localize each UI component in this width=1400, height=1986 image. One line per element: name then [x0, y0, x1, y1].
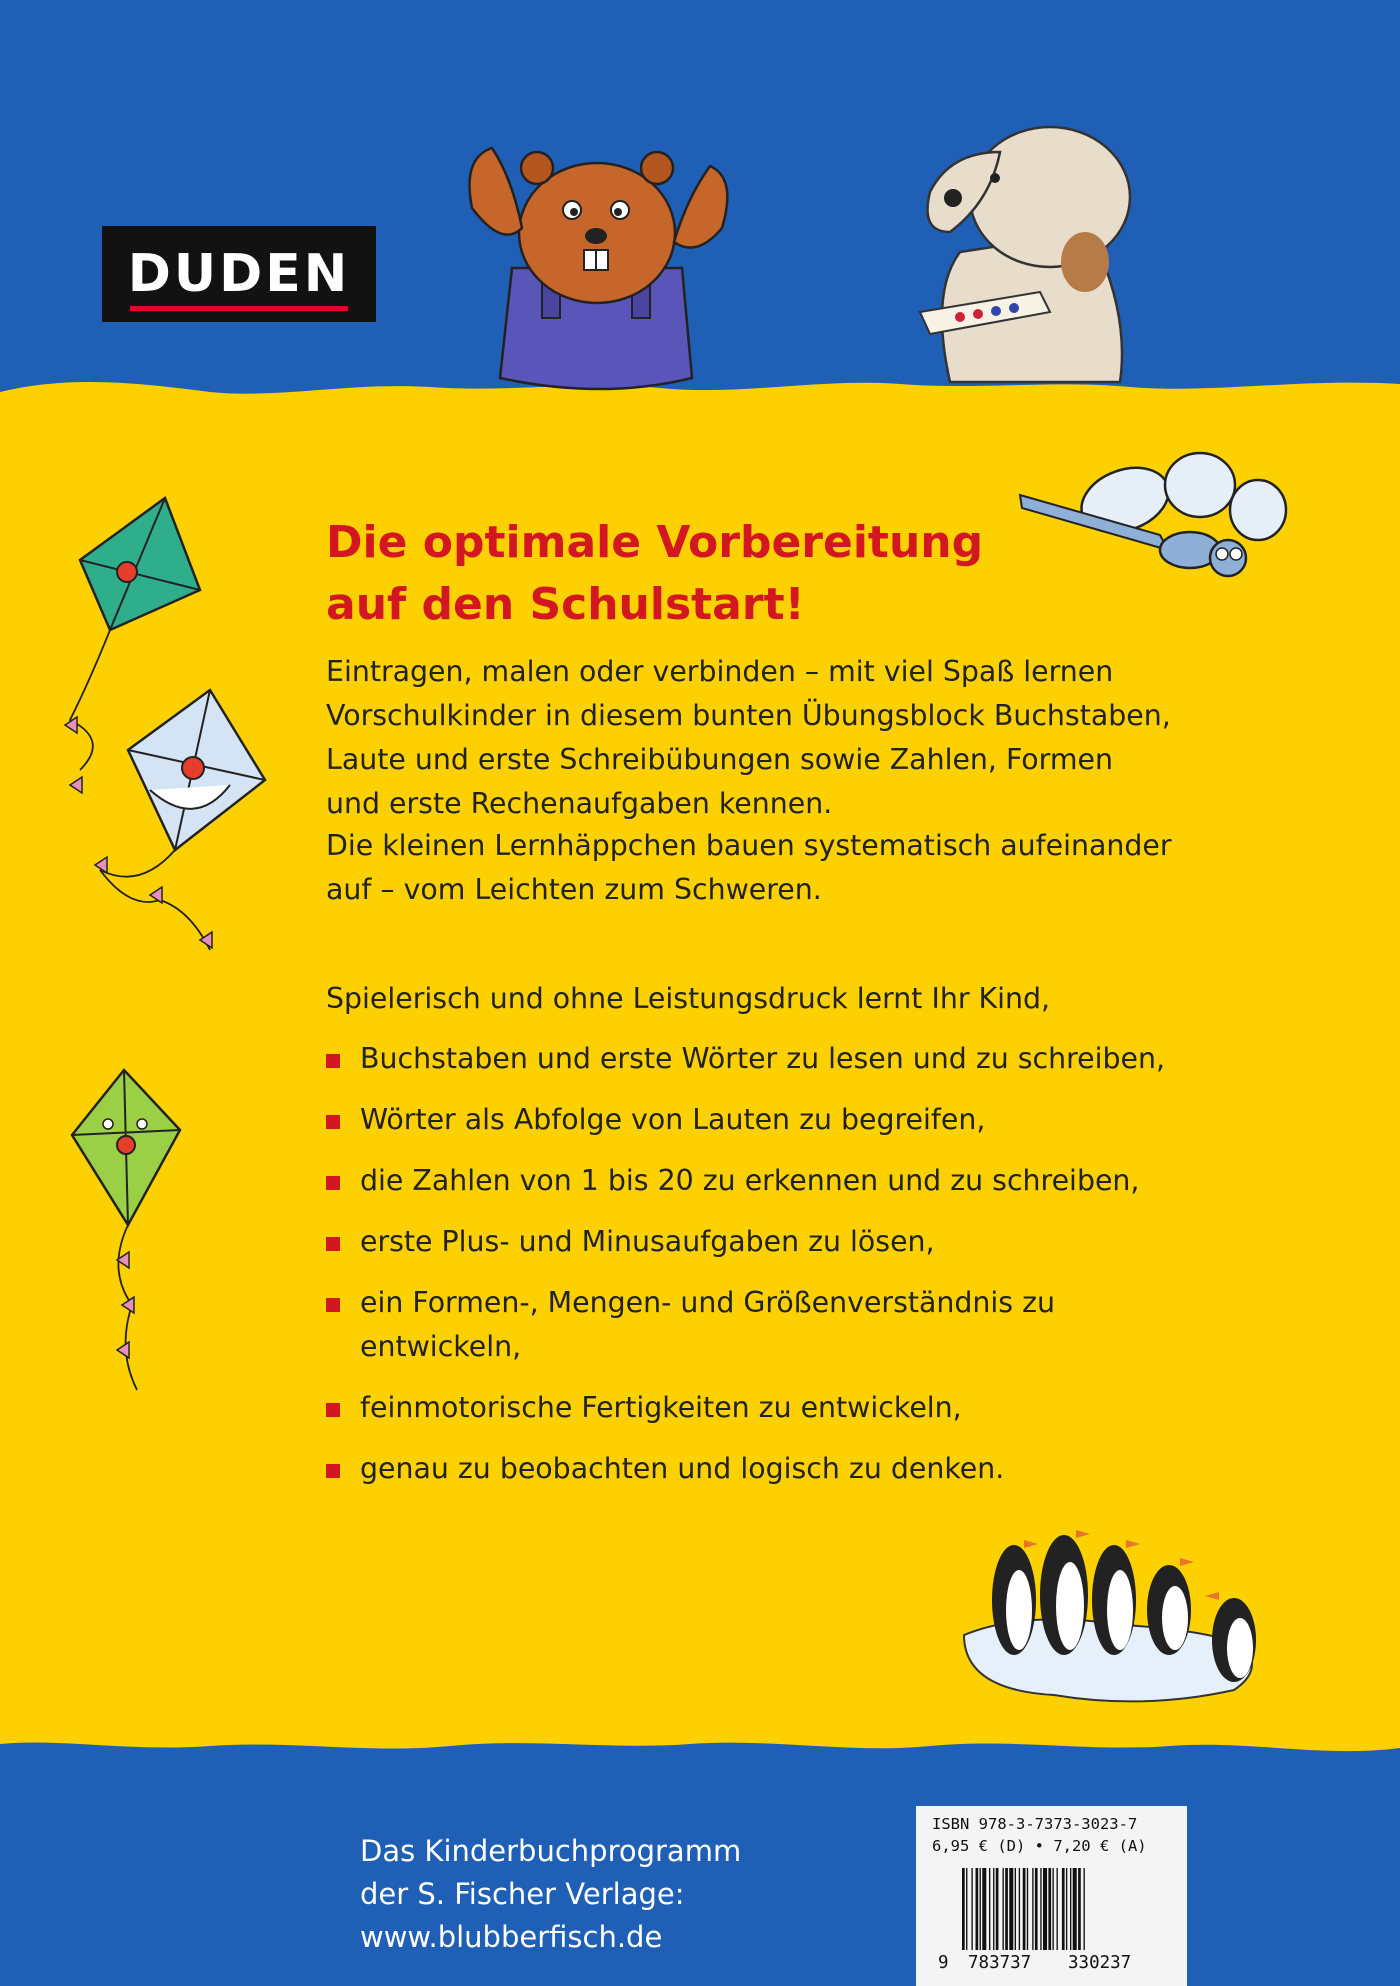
barcode-digit: 9	[938, 1953, 949, 1973]
barcode-bar	[1073, 1868, 1077, 1950]
bullet-square-icon	[326, 1403, 340, 1417]
text-line: auf – vom Leichten zum Schweren.	[326, 873, 822, 906]
barcode-bar	[1027, 1868, 1028, 1950]
barcode-bar	[1035, 1868, 1038, 1950]
text-line: Eintragen, malen oder verbinden – mit viel Spaß lernen	[326, 655, 1114, 688]
bullet-square-icon	[326, 1298, 340, 1312]
penguins-illustration	[944, 1500, 1284, 1730]
barcode-bar	[1015, 1868, 1016, 1950]
text-line: Spielerisch und ohne Leistungsdruck lernt Ihr Kind,	[326, 982, 1051, 1015]
barcode-bar	[1003, 1868, 1004, 1950]
barcode-bar	[966, 1868, 967, 1950]
text-line: Die kleinen Lernhäppchen bauen systematisch aufeinander	[326, 829, 1172, 862]
barcode-bar	[980, 1868, 981, 1950]
barcode-bar	[982, 1868, 986, 1950]
list-lead	[326, 977, 1050, 1021]
list-item: erste Plus- und Minusaufgaben zu lösen,	[326, 1220, 1165, 1264]
logo-text: DUDEN	[127, 244, 351, 304]
barcode-bar	[1078, 1868, 1081, 1950]
barcode-bar	[1032, 1868, 1033, 1950]
barcode-bar	[1084, 1868, 1085, 1950]
learning-goals-list	[326, 1037, 1165, 1508]
bullet-square-icon	[326, 1115, 340, 1129]
list-item: ein Formen-, Mengen- und Größenverständnis zu entwickeln,	[326, 1281, 1165, 1369]
bullet-square-icon	[326, 1176, 340, 1190]
dragonfly-illustration	[1010, 440, 1320, 610]
publisher-line: Das Kinderbuchprogramm	[360, 1834, 742, 1868]
barcode	[960, 1868, 1160, 1950]
dog-illustration	[890, 112, 1140, 394]
isbn-barcode-box	[916, 1806, 1187, 1986]
price-line: 6,95 € (D) • 7,20 € (A)	[932, 1837, 1147, 1855]
barcode-bar	[971, 1868, 972, 1950]
isbn-number: ISBN 978-3-7373-3023-7	[932, 1815, 1138, 1833]
barcode-bar	[1040, 1868, 1041, 1950]
barcode-digits: 330237	[1068, 1953, 1132, 1973]
barcode-bar	[1023, 1868, 1026, 1950]
barcode-bar	[1062, 1868, 1065, 1950]
barcode-bar	[1048, 1868, 1051, 1950]
barcode-bar	[1005, 1868, 1008, 1950]
publisher-info	[360, 1830, 741, 1959]
headline	[326, 512, 983, 636]
barcode-bar	[989, 1868, 990, 1950]
barcode-bar	[996, 1868, 999, 1950]
bullet-square-icon	[326, 1464, 340, 1478]
bullet-square-icon	[326, 1054, 340, 1068]
list-item: die Zahlen von 1 bis 20 zu erkennen und zu schreiben,	[326, 1159, 1165, 1203]
headline-line: auf den Schulstart!	[326, 579, 805, 630]
barcode-bar	[1057, 1868, 1058, 1950]
duden-logo	[102, 226, 376, 322]
logo-underline	[130, 306, 349, 311]
publisher-line: der S. Fischer Verlage:	[360, 1877, 685, 1911]
barcode-bar	[976, 1868, 979, 1950]
barcode-bar	[1019, 1868, 1020, 1950]
list-item: genau zu beobachten und logisch zu denken.	[326, 1447, 1165, 1491]
barcode-digits: 783737	[968, 1953, 1032, 1973]
barcode-bar	[1052, 1868, 1053, 1950]
barcode-bar	[993, 1868, 994, 1950]
list-item: Buchstaben und erste Wörter zu lesen und zu schreiben,	[326, 1037, 1165, 1081]
barcode-bar	[1066, 1868, 1067, 1950]
intro-paragraph	[326, 650, 1171, 826]
intro-paragraph	[326, 824, 1172, 912]
text-line: Laute und erste Schreibübungen sowie Zahlen, Formen	[326, 743, 1113, 776]
kite-illustration	[40, 490, 310, 960]
text-line: Vorschulkinder in diesem bunten Übungsblock Buchstaben,	[326, 699, 1171, 732]
bullet-square-icon	[326, 1237, 340, 1251]
beaver-illustration	[452, 138, 742, 400]
barcode-bar	[962, 1868, 965, 1950]
list-item: feinmotorische Fertigkeiten zu entwickeln,	[326, 1386, 1165, 1430]
barcode-bar	[1070, 1868, 1071, 1950]
publisher-url: www.blubberfisch.de	[360, 1920, 663, 1954]
barcode-bar	[1043, 1868, 1047, 1950]
headline-line: Die optimale Vorbereitung	[326, 517, 984, 568]
text-line: und erste Rechenaufgaben kennen.	[326, 787, 833, 820]
barcode-bar	[1009, 1868, 1013, 1950]
kite-illustration	[62, 1060, 202, 1400]
list-item: Wörter als Abfolge von Lauten zu begreifen,	[326, 1098, 1165, 1142]
